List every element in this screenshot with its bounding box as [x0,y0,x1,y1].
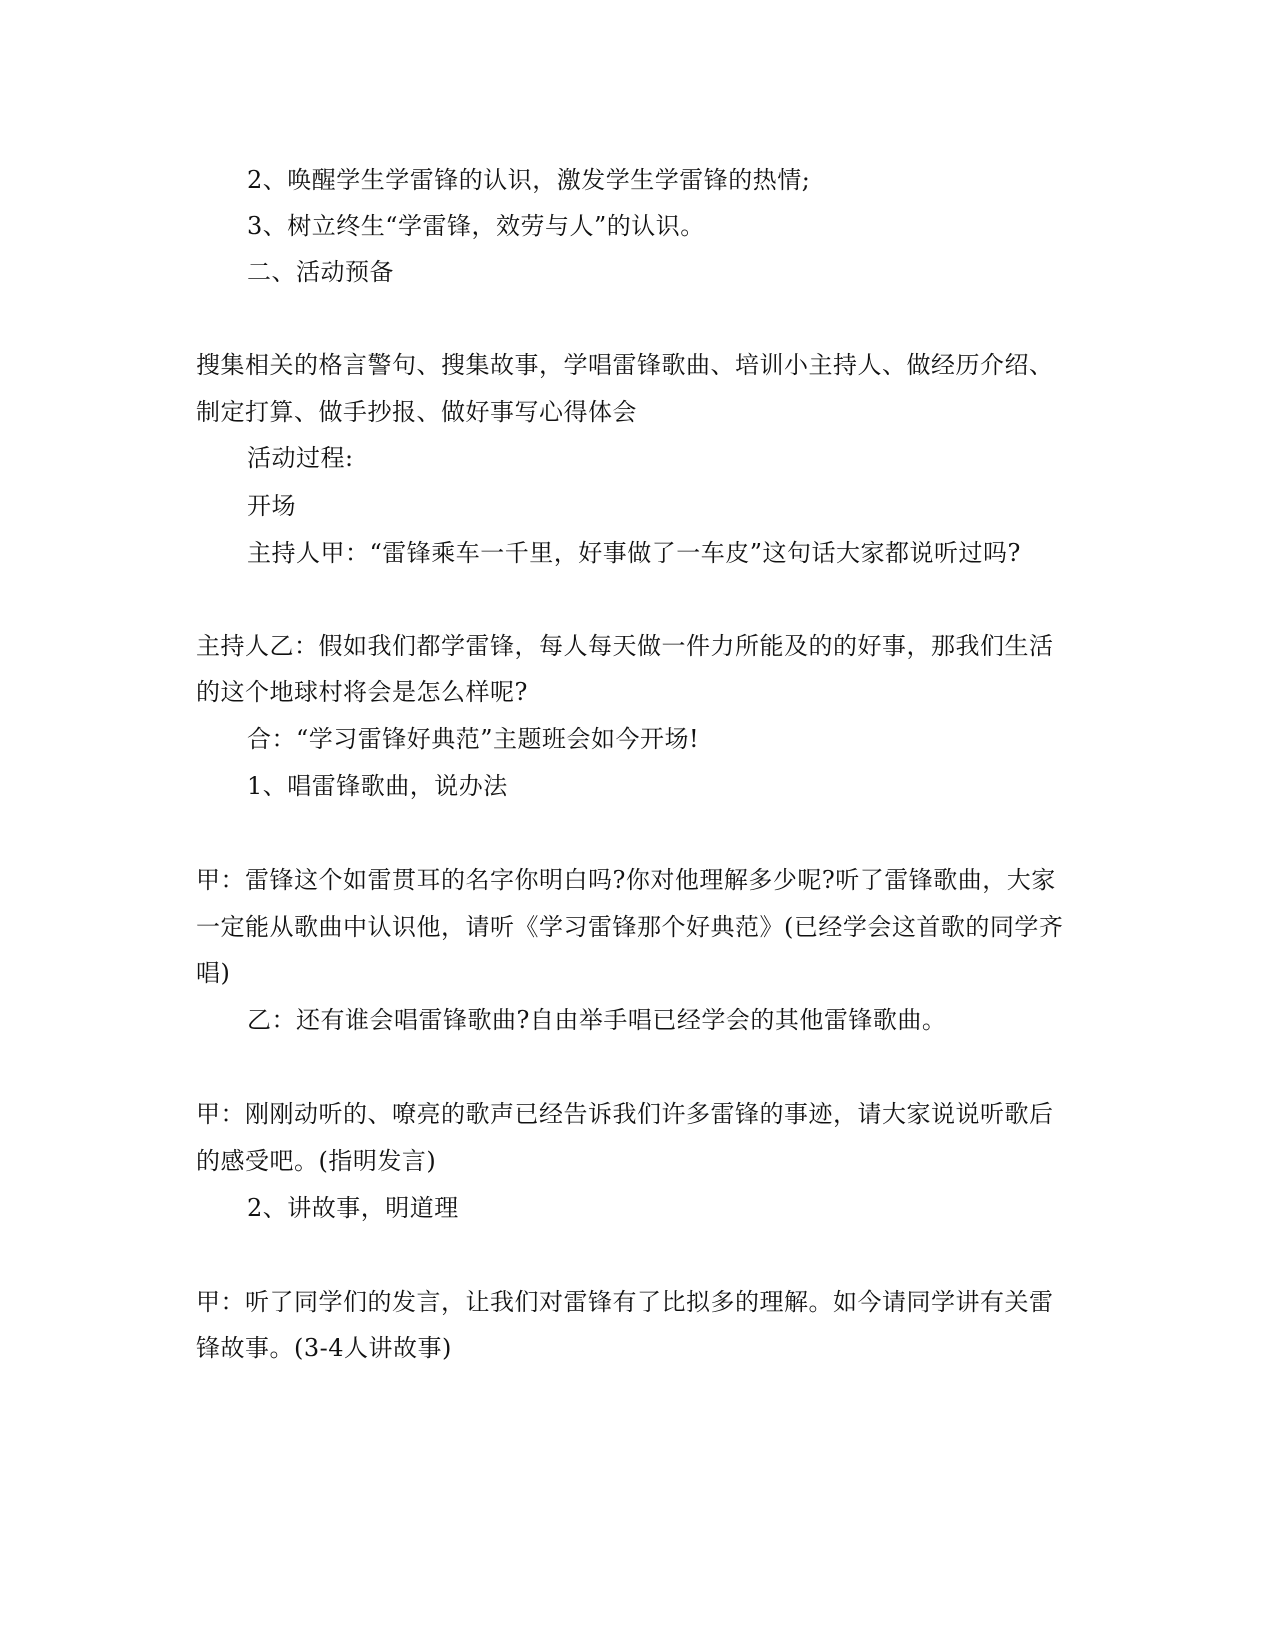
paragraph-line: 搜集相关的格言警句、搜集故事，学唱雷锋歌曲、培训小主持人、做经历介绍、 [196,351,1054,379]
paragraph-line: 2、唤醒学生学雷锋的认识，激发学生学雷锋的热情; [247,166,811,194]
paragraph-line: 的感受吧。(指明发言) [196,1147,437,1175]
paragraph-line: 开场 [247,492,296,520]
paragraph-line: 甲：听了同学们的发言，让我们对雷锋有了比拟多的理解。如今请同学讲有关雷 [196,1288,1054,1316]
paragraph-line: 合：“学习雷锋好典范”主题班会如今开场! [247,725,700,753]
paragraph-line: 制定打算、做手抄报、做好事写心得体会 [196,398,637,426]
paragraph-line: 甲：雷锋这个如雷贯耳的名字你明白吗?你对他理解多少呢?听了雷锋歌曲，大家 [196,866,1056,894]
paragraph-line: 2、讲故事，明道理 [247,1194,459,1222]
paragraph-line: 的这个地球村将会是怎么样呢? [196,678,528,706]
paragraph-line: 3、树立终生“学雷锋，效劳与人”的认识。 [247,212,705,240]
paragraph-line: 一定能从歌曲中认识他，请听《学习雷锋那个好典范》(已经学会这首歌的同学齐 [196,913,1064,941]
paragraph-line: 主持人乙：假如我们都学雷锋，每人每天做一件力所能及的的好事，那我们生活 [196,632,1054,660]
paragraph-line: 唱) [196,959,231,987]
paragraph-line: 活动过程: [247,444,354,472]
paragraph-line: 1、唱雷锋歌曲，说办法 [247,772,508,800]
paragraph-line: 锋故事。(3-4人讲故事) [196,1334,452,1362]
section-heading: 二、活动预备 [247,258,394,286]
paragraph-line: 甲：刚刚动听的、嘹亮的歌声已经告诉我们许多雷锋的事迹，请大家说说听歌后 [196,1100,1054,1128]
paragraph-line: 乙：还有谁会唱雷锋歌曲?自由举手唱已经学会的其他雷锋歌曲。 [247,1006,947,1034]
paragraph-line: 主持人甲：“雷锋乘车一千里，好事做了一车皮”这句话大家都说听过吗? [247,539,1021,567]
